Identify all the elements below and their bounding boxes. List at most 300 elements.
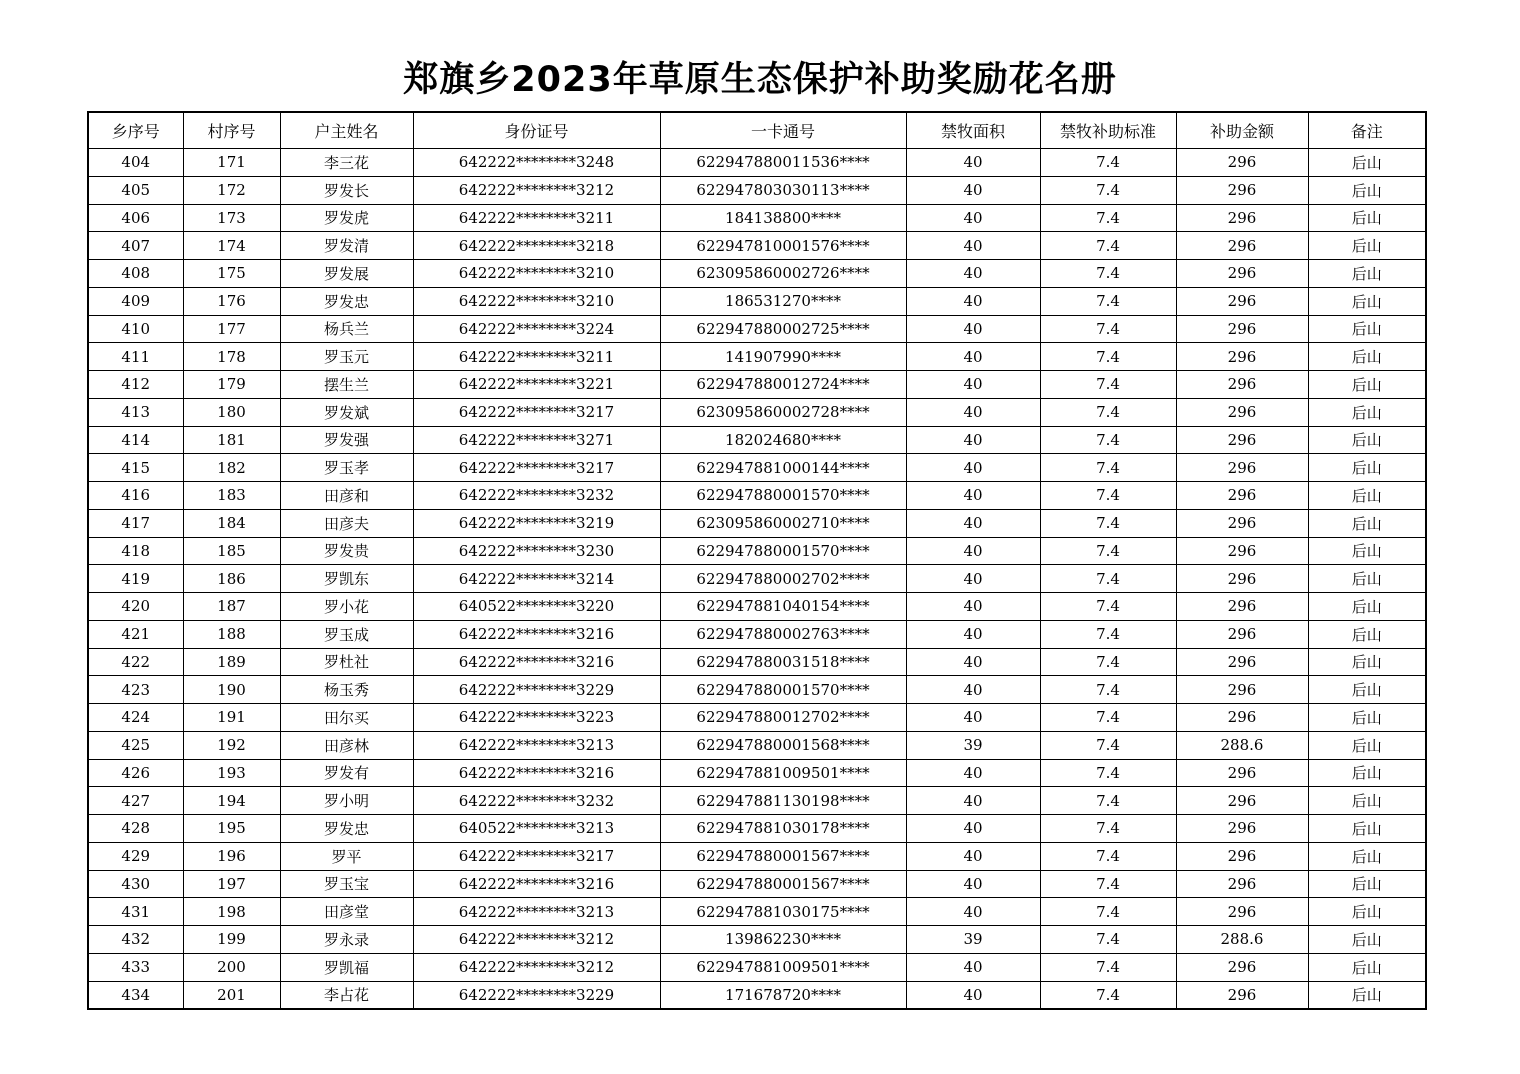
- id-number-cell: 642222********3223: [413, 704, 660, 732]
- subsidy-amount-cell: 288.6: [1176, 731, 1308, 759]
- subsidy-standard-cell: 7.4: [1040, 509, 1176, 537]
- table-row: [88, 898, 1426, 926]
- id-number-cell: 642222********3229: [413, 676, 660, 704]
- village-seq-cell: 189: [183, 648, 280, 676]
- village-seq-cell: 173: [183, 204, 280, 232]
- subsidy-standard-cell: 7.4: [1040, 870, 1176, 898]
- remarks-cell: 后山: [1308, 537, 1426, 565]
- card-number-cell: 622947880002763****: [660, 620, 906, 648]
- id-number-cell: 642222********3271: [413, 426, 660, 454]
- table-row: [88, 149, 1426, 177]
- id-number-cell: 642222********3211: [413, 343, 660, 371]
- subsidy-standard-cell: 7.4: [1040, 787, 1176, 815]
- grazing-ban-area-cell: 40: [906, 981, 1040, 1009]
- householder-name-cell: 摆生兰: [280, 371, 413, 399]
- subsidy-amount-cell: 296: [1176, 759, 1308, 787]
- remarks-cell: 后山: [1308, 315, 1426, 343]
- town-seq-cell: 432: [88, 926, 183, 954]
- householder-name-cell: 田彦夫: [280, 509, 413, 537]
- grazing-ban-area-cell: 39: [906, 731, 1040, 759]
- town-seq-cell: 410: [88, 315, 183, 343]
- remarks-cell: 后山: [1308, 204, 1426, 232]
- subsidy-standard-cell: 7.4: [1040, 898, 1176, 926]
- subsidy-amount-cell: 296: [1176, 870, 1308, 898]
- col-header-village-seq: 村序号: [183, 112, 280, 149]
- householder-name-cell: 罗凯福: [280, 953, 413, 981]
- table-row: [88, 426, 1426, 454]
- town-seq-cell: 426: [88, 759, 183, 787]
- table-row: [88, 398, 1426, 426]
- remarks-cell: 后山: [1308, 870, 1426, 898]
- id-number-cell: 642222********3217: [413, 454, 660, 482]
- id-number-cell: 642222********3213: [413, 898, 660, 926]
- table-row: [88, 731, 1426, 759]
- remarks-cell: 后山: [1308, 981, 1426, 1009]
- table-row: [88, 287, 1426, 315]
- town-seq-cell: 406: [88, 204, 183, 232]
- grazing-ban-area-cell: 40: [906, 343, 1040, 371]
- subsidy-amount-cell: 296: [1176, 981, 1308, 1009]
- card-number-cell: 622947880001570****: [660, 482, 906, 510]
- town-seq-cell: 409: [88, 287, 183, 315]
- householder-name-cell: 罗发忠: [280, 287, 413, 315]
- table-row: [88, 704, 1426, 732]
- grazing-ban-area-cell: 40: [906, 398, 1040, 426]
- householder-name-cell: 杨玉秀: [280, 676, 413, 704]
- village-seq-cell: 174: [183, 232, 280, 260]
- grazing-ban-area-cell: 40: [906, 815, 1040, 843]
- householder-name-cell: 罗发贵: [280, 537, 413, 565]
- town-seq-cell: 433: [88, 953, 183, 981]
- id-number-cell: 642222********3213: [413, 731, 660, 759]
- id-number-cell: 642222********3219: [413, 509, 660, 537]
- table-row: [88, 260, 1426, 288]
- id-number-cell: 642222********3232: [413, 482, 660, 510]
- village-seq-cell: 201: [183, 981, 280, 1009]
- grazing-ban-area-cell: 40: [906, 260, 1040, 288]
- town-seq-cell: 421: [88, 620, 183, 648]
- subsidy-roster-table: [87, 111, 1427, 1010]
- id-number-cell: 642222********3210: [413, 260, 660, 288]
- id-number-cell: 642222********3217: [413, 398, 660, 426]
- remarks-cell: 后山: [1308, 287, 1426, 315]
- col-header-card-number: 一卡通号: [660, 112, 906, 149]
- subsidy-amount-cell: 296: [1176, 482, 1308, 510]
- remarks-cell: 后山: [1308, 426, 1426, 454]
- town-seq-cell: 408: [88, 260, 183, 288]
- table-row: [88, 815, 1426, 843]
- id-number-cell: 642222********3224: [413, 315, 660, 343]
- id-number-cell: 642222********3217: [413, 842, 660, 870]
- village-seq-cell: 199: [183, 926, 280, 954]
- grazing-ban-area-cell: 40: [906, 759, 1040, 787]
- card-number-cell: 622947880001570****: [660, 537, 906, 565]
- grazing-ban-area-cell: 40: [906, 204, 1040, 232]
- householder-name-cell: 罗发清: [280, 232, 413, 260]
- subsidy-amount-cell: 296: [1176, 787, 1308, 815]
- householder-name-cell: 罗杜社: [280, 648, 413, 676]
- grazing-ban-area-cell: 40: [906, 842, 1040, 870]
- subsidy-amount-cell: 296: [1176, 149, 1308, 177]
- town-seq-cell: 405: [88, 176, 183, 204]
- subsidy-standard-cell: 7.4: [1040, 232, 1176, 260]
- col-header-subsidy-standard: 禁牧补助标准: [1040, 112, 1176, 149]
- id-number-cell: 642222********3232: [413, 787, 660, 815]
- town-seq-cell: 415: [88, 454, 183, 482]
- village-seq-cell: 190: [183, 676, 280, 704]
- subsidy-standard-cell: 7.4: [1040, 343, 1176, 371]
- subsidy-standard-cell: 7.4: [1040, 371, 1176, 399]
- village-seq-cell: 178: [183, 343, 280, 371]
- householder-name-cell: 罗发虎: [280, 204, 413, 232]
- village-seq-cell: 177: [183, 315, 280, 343]
- card-number-cell: 622947880031518****: [660, 648, 906, 676]
- table-row: [88, 981, 1426, 1009]
- village-seq-cell: 180: [183, 398, 280, 426]
- grazing-ban-area-cell: 40: [906, 149, 1040, 177]
- village-seq-cell: 200: [183, 953, 280, 981]
- subsidy-standard-cell: 7.4: [1040, 260, 1176, 288]
- householder-name-cell: 田尔买: [280, 704, 413, 732]
- grazing-ban-area-cell: 40: [906, 287, 1040, 315]
- remarks-cell: 后山: [1308, 509, 1426, 537]
- village-seq-cell: 181: [183, 426, 280, 454]
- town-seq-cell: 428: [88, 815, 183, 843]
- remarks-cell: 后山: [1308, 398, 1426, 426]
- subsidy-standard-cell: 7.4: [1040, 149, 1176, 177]
- card-number-cell: 182024680****: [660, 426, 906, 454]
- town-seq-cell: 414: [88, 426, 183, 454]
- remarks-cell: 后山: [1308, 815, 1426, 843]
- id-number-cell: 642222********3248: [413, 149, 660, 177]
- id-number-cell: 642222********3214: [413, 565, 660, 593]
- col-header-town-seq: 乡序号: [88, 112, 183, 149]
- subsidy-amount-cell: 296: [1176, 565, 1308, 593]
- village-seq-cell: 188: [183, 620, 280, 648]
- town-seq-cell: 427: [88, 787, 183, 815]
- householder-name-cell: 罗永录: [280, 926, 413, 954]
- village-seq-cell: 198: [183, 898, 280, 926]
- householder-name-cell: 田彦堂: [280, 898, 413, 926]
- table-row: [88, 371, 1426, 399]
- table-row: [88, 787, 1426, 815]
- col-header-remarks: 备注: [1308, 112, 1426, 149]
- householder-name-cell: 罗玉孝: [280, 454, 413, 482]
- village-seq-cell: 183: [183, 482, 280, 510]
- id-number-cell: 642222********3210: [413, 287, 660, 315]
- subsidy-standard-cell: 7.4: [1040, 426, 1176, 454]
- subsidy-standard-cell: 7.4: [1040, 676, 1176, 704]
- id-number-cell: 642222********3212: [413, 953, 660, 981]
- remarks-cell: 后山: [1308, 676, 1426, 704]
- col-header-subsidy-amount: 补助金额: [1176, 112, 1308, 149]
- card-number-cell: 622947880002725****: [660, 315, 906, 343]
- card-number-cell: 622947880012702****: [660, 704, 906, 732]
- grazing-ban-area-cell: 40: [906, 676, 1040, 704]
- householder-name-cell: 李三花: [280, 149, 413, 177]
- town-seq-cell: 413: [88, 398, 183, 426]
- id-number-cell: 642222********3211: [413, 204, 660, 232]
- subsidy-amount-cell: 296: [1176, 676, 1308, 704]
- subsidy-standard-cell: 7.4: [1040, 593, 1176, 621]
- card-number-cell: 623095860002728****: [660, 398, 906, 426]
- remarks-cell: 后山: [1308, 731, 1426, 759]
- grazing-ban-area-cell: 40: [906, 426, 1040, 454]
- householder-name-cell: 田彦林: [280, 731, 413, 759]
- remarks-cell: 后山: [1308, 343, 1426, 371]
- id-number-cell: 640522********3220: [413, 593, 660, 621]
- card-number-cell: 622947880001567****: [660, 842, 906, 870]
- subsidy-amount-cell: 296: [1176, 648, 1308, 676]
- table-row: [88, 509, 1426, 537]
- town-seq-cell: 425: [88, 731, 183, 759]
- householder-name-cell: 罗发长: [280, 176, 413, 204]
- remarks-cell: 后山: [1308, 482, 1426, 510]
- town-seq-cell: 404: [88, 149, 183, 177]
- card-number-cell: 622947881130198****: [660, 787, 906, 815]
- grazing-ban-area-cell: 40: [906, 176, 1040, 204]
- town-seq-cell: 411: [88, 343, 183, 371]
- id-number-cell: 642222********3218: [413, 232, 660, 260]
- remarks-cell: 后山: [1308, 898, 1426, 926]
- grazing-ban-area-cell: 40: [906, 593, 1040, 621]
- grazing-ban-area-cell: 40: [906, 787, 1040, 815]
- householder-name-cell: 罗玉成: [280, 620, 413, 648]
- table-row: [88, 676, 1426, 704]
- subsidy-standard-cell: 7.4: [1040, 981, 1176, 1009]
- id-number-cell: 642222********3229: [413, 981, 660, 1009]
- village-seq-cell: 176: [183, 287, 280, 315]
- table-body: [88, 149, 1426, 1010]
- remarks-cell: 后山: [1308, 648, 1426, 676]
- id-number-cell: 642222********3212: [413, 176, 660, 204]
- subsidy-amount-cell: 296: [1176, 426, 1308, 454]
- table-row: [88, 482, 1426, 510]
- card-number-cell: 184138800****: [660, 204, 906, 232]
- remarks-cell: 后山: [1308, 454, 1426, 482]
- town-seq-cell: 407: [88, 232, 183, 260]
- card-number-cell: 622947803030113****: [660, 176, 906, 204]
- card-number-cell: 622947881030178****: [660, 815, 906, 843]
- grazing-ban-area-cell: 40: [906, 620, 1040, 648]
- card-number-cell: 623095860002710****: [660, 509, 906, 537]
- col-header-householder-name: 户主姓名: [280, 112, 413, 149]
- remarks-cell: 后山: [1308, 371, 1426, 399]
- village-seq-cell: 196: [183, 842, 280, 870]
- town-seq-cell: 420: [88, 593, 183, 621]
- grazing-ban-area-cell: 40: [906, 648, 1040, 676]
- table-row: [88, 232, 1426, 260]
- subsidy-amount-cell: 296: [1176, 398, 1308, 426]
- id-number-cell: 642222********3216: [413, 759, 660, 787]
- remarks-cell: 后山: [1308, 704, 1426, 732]
- subsidy-standard-cell: 7.4: [1040, 565, 1176, 593]
- table-row: [88, 565, 1426, 593]
- subsidy-amount-cell: 296: [1176, 842, 1308, 870]
- subsidy-amount-cell: 296: [1176, 815, 1308, 843]
- village-seq-cell: 172: [183, 176, 280, 204]
- grazing-ban-area-cell: 40: [906, 870, 1040, 898]
- card-number-cell: 186531270****: [660, 287, 906, 315]
- town-seq-cell: 430: [88, 870, 183, 898]
- table-row: [88, 842, 1426, 870]
- id-number-cell: 642222********3230: [413, 537, 660, 565]
- card-number-cell: 622947881009501****: [660, 759, 906, 787]
- subsidy-amount-cell: 296: [1176, 509, 1308, 537]
- subsidy-amount-cell: 296: [1176, 898, 1308, 926]
- card-number-cell: 622947881000144****: [660, 454, 906, 482]
- card-number-cell: 622947880002702****: [660, 565, 906, 593]
- subsidy-amount-cell: 296: [1176, 454, 1308, 482]
- table-row: [88, 343, 1426, 371]
- table-row: [88, 454, 1426, 482]
- subsidy-amount-cell: 296: [1176, 260, 1308, 288]
- subsidy-standard-cell: 7.4: [1040, 482, 1176, 510]
- card-number-cell: 623095860002726****: [660, 260, 906, 288]
- town-seq-cell: 434: [88, 981, 183, 1009]
- subsidy-standard-cell: 7.4: [1040, 648, 1176, 676]
- page-title: 郑旗乡2023年草原生态保护补助奖励花名册: [403, 60, 1117, 100]
- remarks-cell: 后山: [1308, 149, 1426, 177]
- id-number-cell: 642222********3216: [413, 648, 660, 676]
- grazing-ban-area-cell: 40: [906, 704, 1040, 732]
- id-number-cell: 642222********3212: [413, 926, 660, 954]
- householder-name-cell: 罗玉元: [280, 343, 413, 371]
- subsidy-amount-cell: 296: [1176, 287, 1308, 315]
- subsidy-amount-cell: 296: [1176, 620, 1308, 648]
- subsidy-standard-cell: 7.4: [1040, 731, 1176, 759]
- village-seq-cell: 194: [183, 787, 280, 815]
- subsidy-amount-cell: 296: [1176, 593, 1308, 621]
- householder-name-cell: 罗发斌: [280, 398, 413, 426]
- householder-name-cell: 罗发强: [280, 426, 413, 454]
- householder-name-cell: 杨兵兰: [280, 315, 413, 343]
- subsidy-amount-cell: 296: [1176, 343, 1308, 371]
- village-seq-cell: 192: [183, 731, 280, 759]
- village-seq-cell: 185: [183, 537, 280, 565]
- village-seq-cell: 171: [183, 149, 280, 177]
- remarks-cell: 后山: [1308, 593, 1426, 621]
- card-number-cell: 622947880001568****: [660, 731, 906, 759]
- village-seq-cell: 197: [183, 870, 280, 898]
- subsidy-amount-cell: 296: [1176, 953, 1308, 981]
- remarks-cell: 后山: [1308, 232, 1426, 260]
- remarks-cell: 后山: [1308, 565, 1426, 593]
- subsidy-amount-cell: 296: [1176, 537, 1308, 565]
- subsidy-amount-cell: 296: [1176, 315, 1308, 343]
- card-number-cell: 622947881009501****: [660, 953, 906, 981]
- subsidy-standard-cell: 7.4: [1040, 842, 1176, 870]
- grazing-ban-area-cell: 40: [906, 371, 1040, 399]
- table-row: [88, 759, 1426, 787]
- village-seq-cell: 175: [183, 260, 280, 288]
- table-row: [88, 593, 1426, 621]
- card-number-cell: 622947880001567****: [660, 870, 906, 898]
- village-seq-cell: 193: [183, 759, 280, 787]
- remarks-cell: 后山: [1308, 759, 1426, 787]
- id-number-cell: 642222********3216: [413, 870, 660, 898]
- id-number-cell: 642222********3221: [413, 371, 660, 399]
- town-seq-cell: 412: [88, 371, 183, 399]
- remarks-cell: 后山: [1308, 620, 1426, 648]
- subsidy-standard-cell: 7.4: [1040, 953, 1176, 981]
- subsidy-standard-cell: 7.4: [1040, 759, 1176, 787]
- subsidy-amount-cell: 296: [1176, 232, 1308, 260]
- remarks-cell: 后山: [1308, 842, 1426, 870]
- householder-name-cell: 罗玉宝: [280, 870, 413, 898]
- householder-name-cell: 李占花: [280, 981, 413, 1009]
- subsidy-standard-cell: 7.4: [1040, 454, 1176, 482]
- subsidy-amount-cell: 296: [1176, 204, 1308, 232]
- village-seq-cell: 184: [183, 509, 280, 537]
- card-number-cell: 622947880012724****: [660, 371, 906, 399]
- grazing-ban-area-cell: 40: [906, 232, 1040, 260]
- table-row: [88, 620, 1426, 648]
- card-number-cell: 139862230****: [660, 926, 906, 954]
- table-row: [88, 537, 1426, 565]
- table-row: [88, 870, 1426, 898]
- col-header-grazing-ban-area: 禁牧面积: [906, 112, 1040, 149]
- remarks-cell: 后山: [1308, 176, 1426, 204]
- grazing-ban-area-cell: 40: [906, 482, 1040, 510]
- householder-name-cell: 罗发有: [280, 759, 413, 787]
- subsidy-standard-cell: 7.4: [1040, 926, 1176, 954]
- table-header-row: [88, 112, 1426, 149]
- grazing-ban-area-cell: 40: [906, 898, 1040, 926]
- remarks-cell: 后山: [1308, 953, 1426, 981]
- table-row: [88, 176, 1426, 204]
- village-seq-cell: 187: [183, 593, 280, 621]
- grazing-ban-area-cell: 40: [906, 953, 1040, 981]
- town-seq-cell: 422: [88, 648, 183, 676]
- table-row: [88, 648, 1426, 676]
- subsidy-standard-cell: 7.4: [1040, 815, 1176, 843]
- id-number-cell: 640522********3213: [413, 815, 660, 843]
- grazing-ban-area-cell: 39: [906, 926, 1040, 954]
- village-seq-cell: 186: [183, 565, 280, 593]
- town-seq-cell: 418: [88, 537, 183, 565]
- subsidy-standard-cell: 7.4: [1040, 398, 1176, 426]
- remarks-cell: 后山: [1308, 260, 1426, 288]
- town-seq-cell: 424: [88, 704, 183, 732]
- subsidy-standard-cell: 7.4: [1040, 537, 1176, 565]
- householder-name-cell: 罗发忠: [280, 815, 413, 843]
- village-seq-cell: 182: [183, 454, 280, 482]
- village-seq-cell: 179: [183, 371, 280, 399]
- householder-name-cell: 罗凯东: [280, 565, 413, 593]
- card-number-cell: 622947880001570****: [660, 676, 906, 704]
- town-seq-cell: 417: [88, 509, 183, 537]
- table-row: [88, 953, 1426, 981]
- subsidy-amount-cell: 296: [1176, 176, 1308, 204]
- town-seq-cell: 429: [88, 842, 183, 870]
- grazing-ban-area-cell: 40: [906, 315, 1040, 343]
- table-row: [88, 204, 1426, 232]
- subsidy-standard-cell: 7.4: [1040, 287, 1176, 315]
- householder-name-cell: 罗小明: [280, 787, 413, 815]
- card-number-cell: 622947880011536****: [660, 149, 906, 177]
- card-number-cell: 141907990****: [660, 343, 906, 371]
- grazing-ban-area-cell: 40: [906, 454, 1040, 482]
- remarks-cell: 后山: [1308, 926, 1426, 954]
- householder-name-cell: 罗平: [280, 842, 413, 870]
- town-seq-cell: 423: [88, 676, 183, 704]
- card-number-cell: 622947881040154****: [660, 593, 906, 621]
- householder-name-cell: 罗发展: [280, 260, 413, 288]
- subsidy-standard-cell: 7.4: [1040, 204, 1176, 232]
- householder-name-cell: 田彦和: [280, 482, 413, 510]
- town-seq-cell: 431: [88, 898, 183, 926]
